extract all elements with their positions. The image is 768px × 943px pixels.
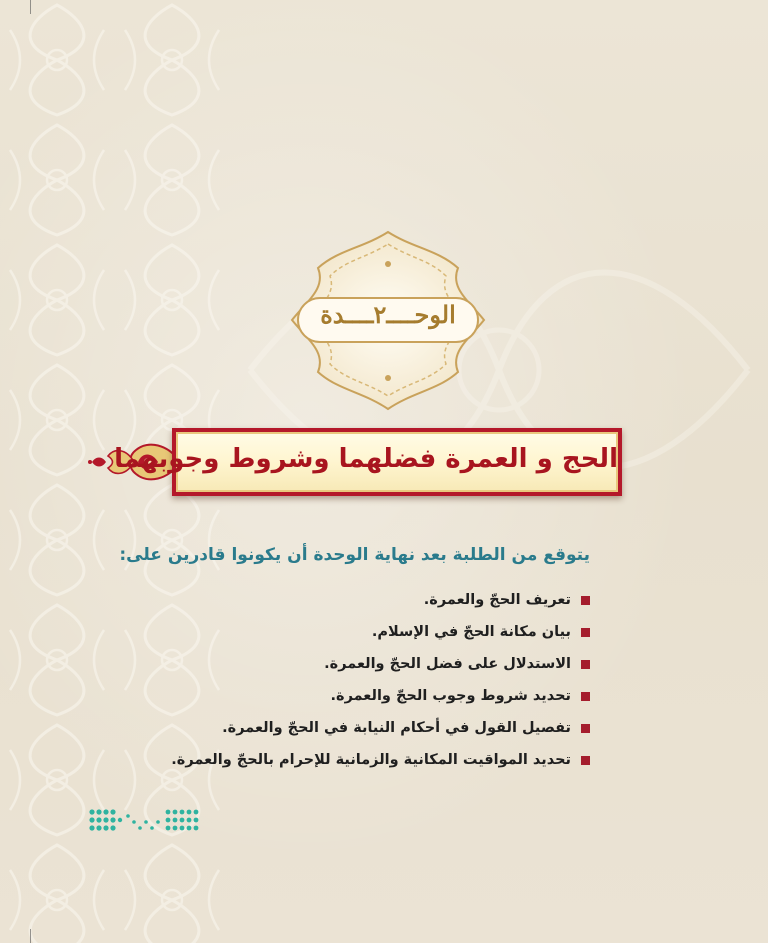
objective-text: بيان مكانة الحجّ في الإسلام. [371,624,571,640]
objectives-intro: يتوقع من الطلبة بعد نهاية الوحدة أن يكونوا قادرين على: [119,545,590,565]
unit-number-label: الوحــــ٢ــــدة [320,300,456,329]
square-bullet-icon [581,596,590,605]
objectives-list [110,588,590,780]
square-bullet-icon [581,692,590,701]
square-bullet-icon [581,628,590,637]
crop-mark [30,0,31,14]
square-bullet-icon [581,660,590,669]
crop-mark [30,929,31,943]
objective-text: تفصيل القول في أحكام النيابة في الحجّ والعمرة. [222,720,571,736]
list-item [110,652,590,684]
list-item [110,588,590,620]
objective-text: تعريف الحجّ والعمرة. [423,592,571,608]
list-item [110,748,590,780]
lesson-title: الحج و العمرة فضلهما وشروط وجوبهما [114,444,618,474]
square-bullet-icon [581,756,590,765]
list-item [110,620,590,652]
ministry-dots-logo-icon [88,806,204,836]
objective-text: الاستدلال على فضل الحجّ والعمرة. [324,656,571,672]
square-bullet-icon [581,724,590,733]
unit-medallion [288,228,488,413]
lesson-title-banner [114,428,622,496]
list-item [110,684,590,716]
list-item [110,716,590,748]
objective-text: تحديد شروط وجوب الحجّ والعمرة. [330,688,571,704]
objective-text: تحديد المواقيت المكانية والزمانية للإحرام بالحجّ والعمرة. [171,752,571,768]
